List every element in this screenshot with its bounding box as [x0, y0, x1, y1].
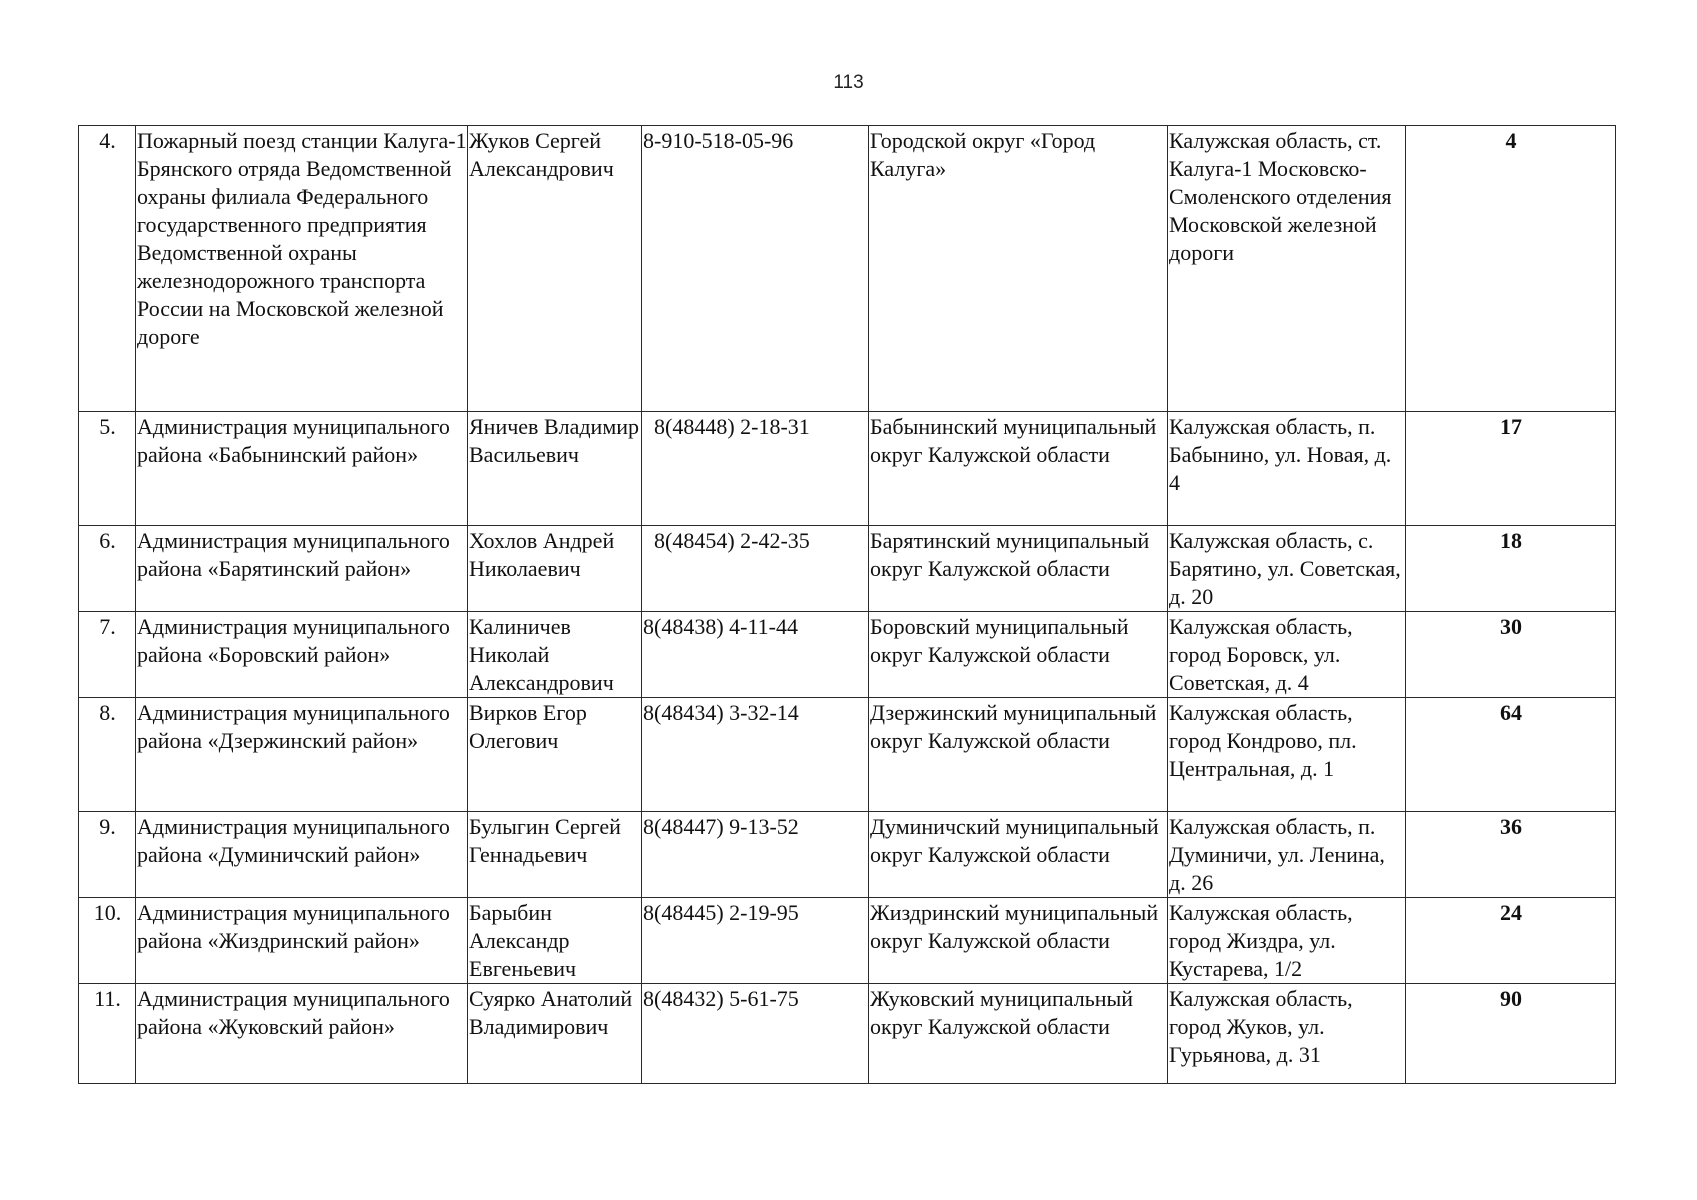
address: Калужская область, с. Барятино, ул. Советская, д. 20	[1168, 526, 1406, 612]
district-name: Бабынинский муниципальный округ Калужской области	[869, 412, 1168, 526]
count-value: 4	[1406, 126, 1616, 412]
address: Калужская область, п. Бабынино, ул. Новая, д. 4	[1168, 412, 1406, 526]
registry-table	[78, 125, 1616, 1084]
count-value: 36	[1406, 812, 1616, 898]
address: Калужская область, ст. Калуга-1 Московско-Смоленского отделения Московской железной дороги	[1168, 126, 1406, 412]
phone-number: 8(48447) 9-13-52	[642, 812, 869, 898]
row-number: 7.	[79, 612, 136, 698]
table-row	[79, 898, 1616, 984]
row-number: 5.	[79, 412, 136, 526]
count-value: 24	[1406, 898, 1616, 984]
count-value: 64	[1406, 698, 1616, 812]
count-value: 17	[1406, 412, 1616, 526]
head-name: Барыбин Александр Евгеньевич	[468, 898, 642, 984]
table-row	[79, 812, 1616, 898]
table-row	[79, 526, 1616, 612]
address: Калужская область, город Жиздра, ул. Кустарева, 1/2	[1168, 898, 1406, 984]
table-row	[79, 698, 1616, 812]
address: Калужская область, город Кондрово, пл. Центральная, д. 1	[1168, 698, 1406, 812]
row-number: 11.	[79, 984, 136, 1084]
organization-name: Пожарный поезд станции Калуга-1 Брянского отряда Ведомственной охраны филиала Федерального государственного предприятия Ведомственной охраны железнодорожного транспорта России на Московской железной дороге	[136, 126, 468, 412]
count-value: 18	[1406, 526, 1616, 612]
district-name: Боровский муниципальный округ Калужской области	[869, 612, 1168, 698]
count-value: 30	[1406, 612, 1616, 698]
district-name: Жуковский муниципальный округ Калужской области	[869, 984, 1168, 1084]
head-name: Хохлов Андрей Николаевич	[468, 526, 642, 612]
head-name: Суярко Анатолий Владимирович	[468, 984, 642, 1084]
address: Калужская область, город Жуков, ул. Гурьянова, д. 31	[1168, 984, 1406, 1084]
row-number: 6.	[79, 526, 136, 612]
row-number: 9.	[79, 812, 136, 898]
phone-number: 8(48445) 2-19-95	[642, 898, 869, 984]
phone-number: 8(48432) 5-61-75	[642, 984, 869, 1084]
head-name: Жуков Сергей Александрович	[468, 126, 642, 412]
phone-number: 8(48434) 3-32-14	[642, 698, 869, 812]
phone-number: 8(48454) 2-42-35	[642, 526, 869, 612]
table-row	[79, 984, 1616, 1084]
table-row	[79, 126, 1616, 412]
row-number: 4.	[79, 126, 136, 412]
district-name: Дзержинский муниципальный округ Калужской области	[869, 698, 1168, 812]
count-value: 90	[1406, 984, 1616, 1084]
row-number: 8.	[79, 698, 136, 812]
organization-name: Администрация муниципального района «Жиздринский район»	[136, 898, 468, 984]
row-number: 10.	[79, 898, 136, 984]
page-number: 113	[833, 72, 864, 93]
organization-name: Администрация муниципального района «Жуковский район»	[136, 984, 468, 1084]
organization-name: Администрация муниципального района «Боровский район»	[136, 612, 468, 698]
address: Калужская область, п. Думиничи, ул. Ленина, д. 26	[1168, 812, 1406, 898]
head-name: Вирков Егор Олегович	[468, 698, 642, 812]
head-name: Калиничев Николай Александрович	[468, 612, 642, 698]
address: Калужская область, город Боровск, ул. Советская, д. 4	[1168, 612, 1406, 698]
organization-name: Администрация муниципального района «Барятинский район»	[136, 526, 468, 612]
head-name: Булыгин Сергей Геннадьевич	[468, 812, 642, 898]
table-row	[79, 412, 1616, 526]
phone-number: 8(48448) 2-18-31	[642, 412, 869, 526]
phone-number: 8-910-518-05-96	[642, 126, 869, 412]
organization-name: Администрация муниципального района «Думиничский район»	[136, 812, 468, 898]
district-name: Городской округ «Город Калуга»	[869, 126, 1168, 412]
head-name: Яничев Владимир Васильевич	[468, 412, 642, 526]
district-name: Думиничский муниципальный округ Калужской области	[869, 812, 1168, 898]
district-name: Жиздринский муниципальный округ Калужской области	[869, 898, 1168, 984]
organization-name: Администрация муниципального района «Дзержинский район»	[136, 698, 468, 812]
organization-name: Администрация муниципального района «Бабынинский район»	[136, 412, 468, 526]
table-row	[79, 612, 1616, 698]
district-name: Барятинский муниципальный округ Калужской области	[869, 526, 1168, 612]
phone-number: 8(48438) 4-11-44	[642, 612, 869, 698]
